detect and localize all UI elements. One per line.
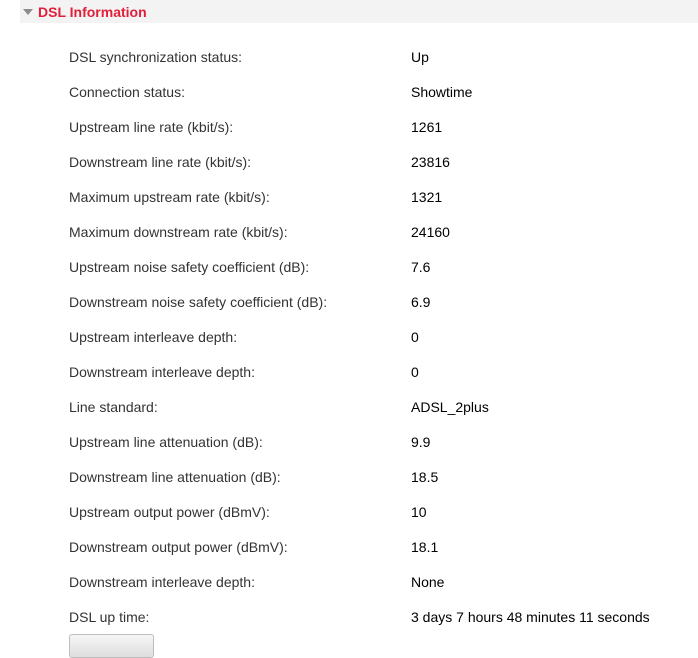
row-label: DSL up time: bbox=[69, 609, 150, 625]
info-row bbox=[0, 564, 698, 599]
info-row bbox=[0, 459, 698, 494]
row-value: 18.1 bbox=[411, 539, 439, 555]
row-label: Maximum downstream rate (kbit/s): bbox=[69, 224, 288, 240]
row-label: Upstream line attenuation (dB): bbox=[69, 434, 263, 450]
row-value: 9.9 bbox=[411, 434, 431, 450]
row-value: 3 days 7 hours 48 minutes 11 seconds bbox=[411, 609, 650, 625]
dsl-info-table bbox=[0, 39, 698, 634]
row-label: Downstream line rate (kbit/s): bbox=[69, 154, 252, 170]
panel-title: DSL Information bbox=[38, 3, 147, 20]
info-row bbox=[0, 354, 698, 389]
row-label: Connection status: bbox=[69, 84, 185, 100]
row-value: 1261 bbox=[411, 119, 443, 135]
refresh-button[interactable] bbox=[69, 634, 154, 658]
info-row bbox=[0, 529, 698, 564]
row-value: 18.5 bbox=[411, 469, 439, 485]
info-row bbox=[0, 249, 698, 284]
info-row bbox=[0, 424, 698, 459]
row-label: Downstream noise safety coefficient (dB): bbox=[69, 294, 328, 310]
row-label: DSL synchronization status: bbox=[69, 49, 243, 65]
info-row bbox=[0, 179, 698, 214]
info-row bbox=[0, 74, 698, 109]
row-label: Downstream interleave depth: bbox=[69, 574, 255, 590]
row-value: 23816 bbox=[411, 154, 450, 170]
info-row bbox=[0, 39, 698, 74]
info-row bbox=[0, 109, 698, 144]
row-value: Up bbox=[411, 49, 429, 65]
row-value: 1321 bbox=[411, 189, 443, 205]
row-label: Downstream line attenuation (dB): bbox=[69, 469, 281, 485]
row-label: Upstream interleave depth: bbox=[69, 329, 238, 345]
info-row bbox=[0, 319, 698, 354]
info-row bbox=[0, 389, 698, 424]
row-label: Upstream noise safety coefficient (dB): bbox=[69, 259, 310, 275]
row-label: Maximum upstream rate (kbit/s): bbox=[69, 189, 270, 205]
dsl-info-panel-header[interactable] bbox=[20, 0, 698, 23]
info-row bbox=[0, 599, 698, 634]
row-value: ADSL_2plus bbox=[411, 399, 489, 415]
row-value: 10 bbox=[411, 504, 427, 520]
info-row bbox=[0, 144, 698, 179]
row-value: 24160 bbox=[411, 224, 450, 240]
info-row bbox=[0, 214, 698, 249]
collapse-triangle-icon[interactable] bbox=[23, 9, 33, 15]
row-value: 0 bbox=[411, 364, 419, 380]
row-label: Downstream interleave depth: bbox=[69, 364, 255, 380]
row-value: Showtime bbox=[411, 84, 473, 100]
row-value: None bbox=[411, 574, 445, 590]
info-row bbox=[0, 494, 698, 529]
row-value: 7.6 bbox=[411, 259, 431, 275]
row-label: Downstream output power (dBmV): bbox=[69, 539, 288, 555]
row-label: Upstream output power (dBmV): bbox=[69, 504, 270, 520]
row-label: Upstream line rate (kbit/s): bbox=[69, 119, 234, 135]
row-value: 6.9 bbox=[411, 294, 431, 310]
row-label: Line standard: bbox=[69, 399, 158, 415]
row-value: 0 bbox=[411, 329, 419, 345]
info-row bbox=[0, 284, 698, 319]
